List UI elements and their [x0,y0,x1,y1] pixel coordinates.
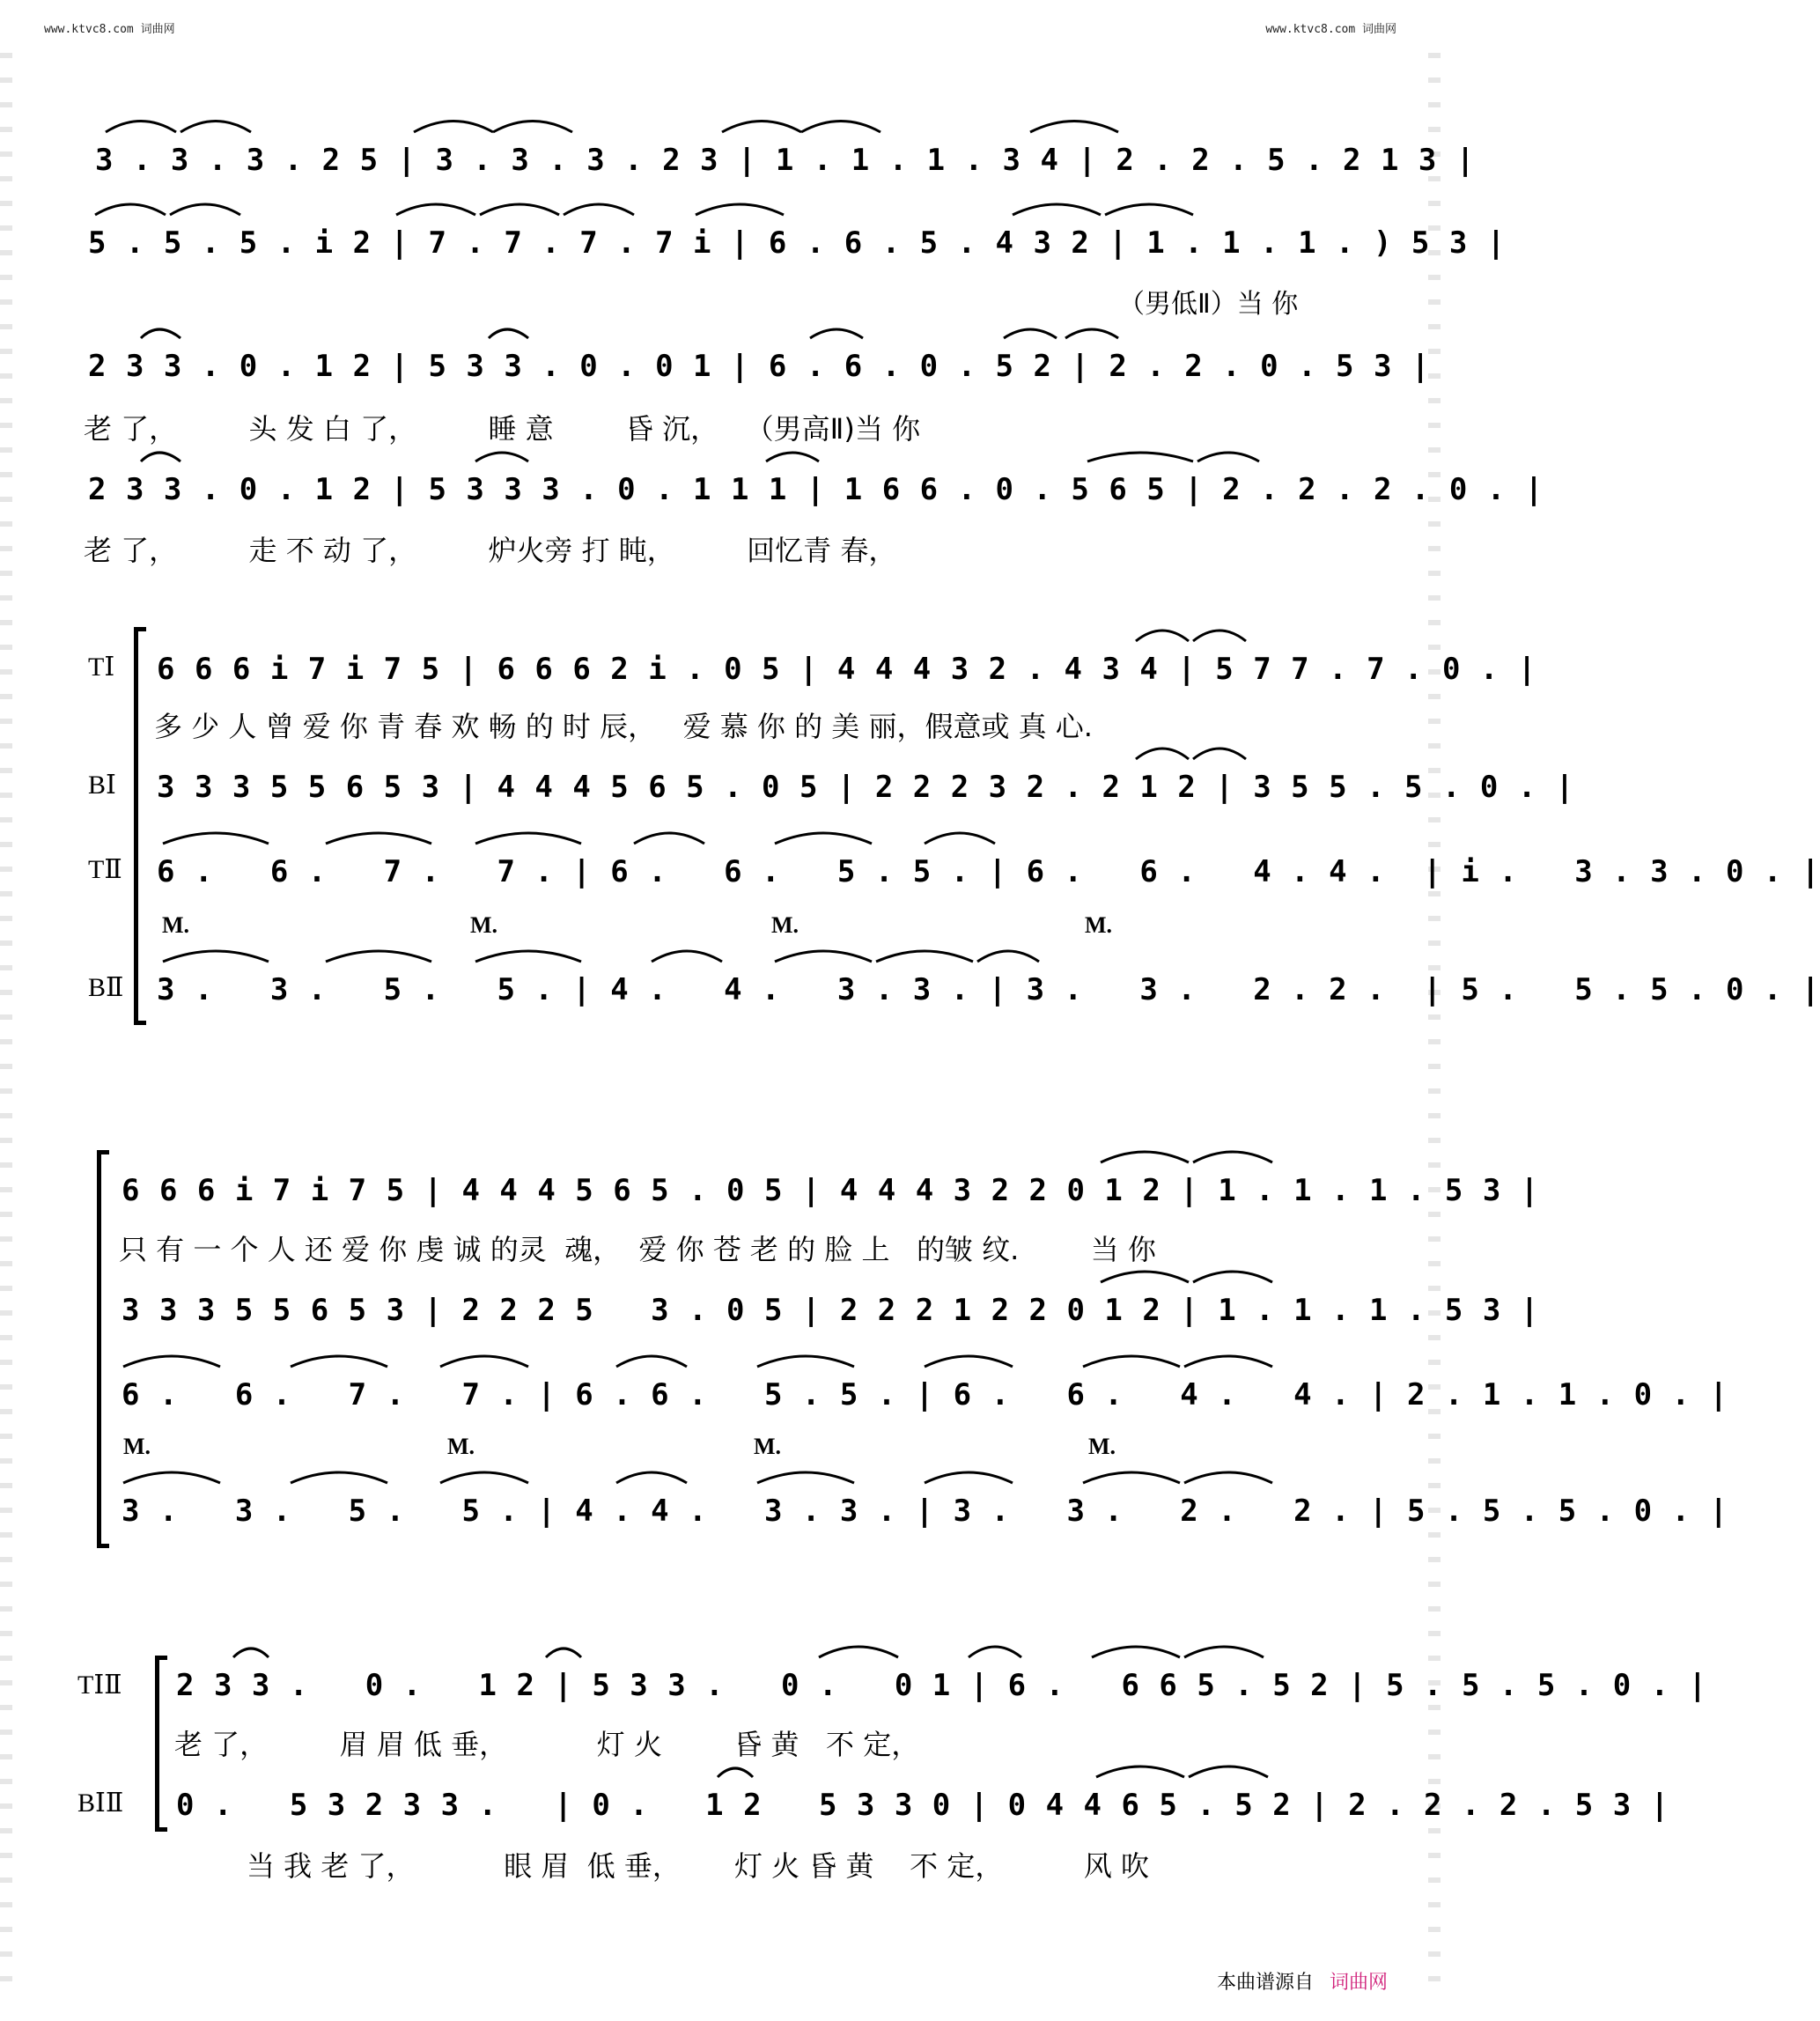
label-tenor-combined: TⅠⅡ [77,1671,122,1700]
notation-bass-2-b: 3 . 3 . 5 . 5 . | 4 . 4 . 3 . 3 . | 3 . 3 . 2 . 2 . | 5 . 5 . 5 . 0 . | [122,1494,1728,1529]
lyric-line-2: （男低Ⅱ）当 你 [1118,289,1299,320]
lyric-line-4: 老 了， 走 不 动 了， 炉火旁 打 盹， 回忆青 春， [84,534,897,567]
source-credit-prefix: 本曲谱源自 [1216,1971,1314,1993]
notation-line-1: 3 . 3 . 3 . 2 5 | 3 . 3 . 3 . 2 3 | 1 . 1 . 1 . 3 4 | 2 . 2 . 5 . 2 1 3 | [95,143,1476,178]
source-credit [1217,1967,1388,1995]
lyric-line-3: 老 了， 头 发 白 了， 睡 意 昏 沉， （男高Ⅱ)当 你 [84,412,921,446]
mute-mark: M. [1088,1434,1116,1459]
mute-mark: M. [470,912,498,938]
label-tenor-1: TⅠ [88,653,115,682]
lyric-bass-combined: 当 我 老 了， 眼 眉 低 垂， 灯 火 昏 黄 不 定， 风 吹 [247,1849,1150,1883]
notation-line-4: 2 3 3 . 0 . 1 2 | 5 3 3 3 . 0 . 1 1 1 | 1 6 6 . 0 . 5 6 5 | 2 . 2 . 2 . 0 . | [88,472,1544,507]
notation-line-2: 5 . 5 . 5 . i 2 | 7 . 7 . 7 . 7 i | 6 . 6 . 5 . 4 3 2 | 1 . 1 . 1 . ) 5 3 | [88,225,1507,261]
label-tenor-2: TⅡ [88,855,122,884]
notation-bass-combined: 0 . 5 3 2 3 3 . | 0 . 1 2 5 3 3 0 | 0 4 4 6 5 . 5 2 | 2 . 2 . 2 . 5 3 | [176,1788,1670,1823]
header-right[interactable]: www.ktvc8.com 词曲网 [1265,23,1396,36]
header-left[interactable]: www.ktvc8.com 词曲网 [44,23,175,36]
notation-line-3: 2 3 3 . 0 . 1 2 | 5 3 3 . 0 . 0 1 | 6 . 6 . 0 . 5 2 | 2 . 2 . 0 . 5 3 | [88,349,1431,384]
label-bass-1: BⅠ [88,771,116,800]
notation-tenor-2: 6 . 6 . 7 . 7 . | 6 . 6 . 5 . 5 . | 6 . 6 . 4 . 4 . | i . 3 . 3 . 0 . | [157,854,1820,889]
mute-mark: M. [754,1434,782,1459]
lyric-tenor-1: 多 少 人 曾 爱 你 青 春 欢 畅 的 时 辰， 爱 慕 你 的 美 丽，假意或 真 心. [154,710,1093,743]
mute-mark: M. [123,1434,151,1459]
notation-bass-1: 3 3 3 5 5 6 5 3 | 4 4 4 5 6 5 . 0 5 | 2 2 2 3 2 . 2 1 2 | 3 5 5 . 5 . 0 . | [157,770,1575,805]
lyric-tenor-1-b: 只 有 一 个 人 还 爱 你 虔 诚 的灵 魂， 爱 你 苍 老 的 脸 上 的皱 纹. 当 你 [119,1233,1156,1266]
notation-tenor-2-b: 6 . 6 . 7 . 7 . | 6 . 6 . 5 . 5 . | 6 . 6 . 4 . 4 . | 2 . 1 . 1 . 0 . | [122,1377,1728,1412]
mute-mark: M. [1085,912,1113,938]
notation-bass-1-b: 3 3 3 5 5 6 5 3 | 2 2 2 5 3 . 0 5 | 2 2 2 1 2 2 0 1 2 | 1 . 1 . 1 . 5 3 | [122,1293,1540,1328]
source-credit-brand[interactable]: 词曲网 [1329,1971,1388,1993]
notation-tenor-1-b: 6 6 6 i 7 i 7 5 | 4 4 4 5 6 5 . 0 5 | 4 4 4 3 2 2 0 1 2 | 1 . 1 . 1 . 5 3 | [122,1173,1540,1208]
notation-tenor-1: 6 6 6 i 7 i 7 5 | 6 6 6 2 i . 0 5 | 4 4 4 3 2 . 4 3 4 | 5 7 7 . 7 . 0 . | [157,652,1537,687]
mute-mark: M. [771,912,799,938]
mute-mark: M. [162,912,190,938]
label-bass-combined: BⅠⅡ [77,1789,124,1818]
label-bass-2: BⅡ [88,973,124,1002]
notation-tenor-combined: 2 3 3 . 0 . 1 2 | 5 3 3 . 0 . 0 1 | 6 . 6 6 5 . 5 2 | 5 . 5 . 5 . 0 . | [176,1668,1708,1703]
notation-bass-2: 3 . 3 . 5 . 5 . | 4 . 4 . 3 . 3 . | 3 . 3 . 2 . 2 . | 5 . 5 . 5 . 0 . | [157,972,1820,1007]
mute-mark: M. [447,1434,475,1459]
lyric-tenor-combined: 老 了， 眉 眉 低 垂， 灯 火 昏 黄 不 定， [174,1728,920,1761]
